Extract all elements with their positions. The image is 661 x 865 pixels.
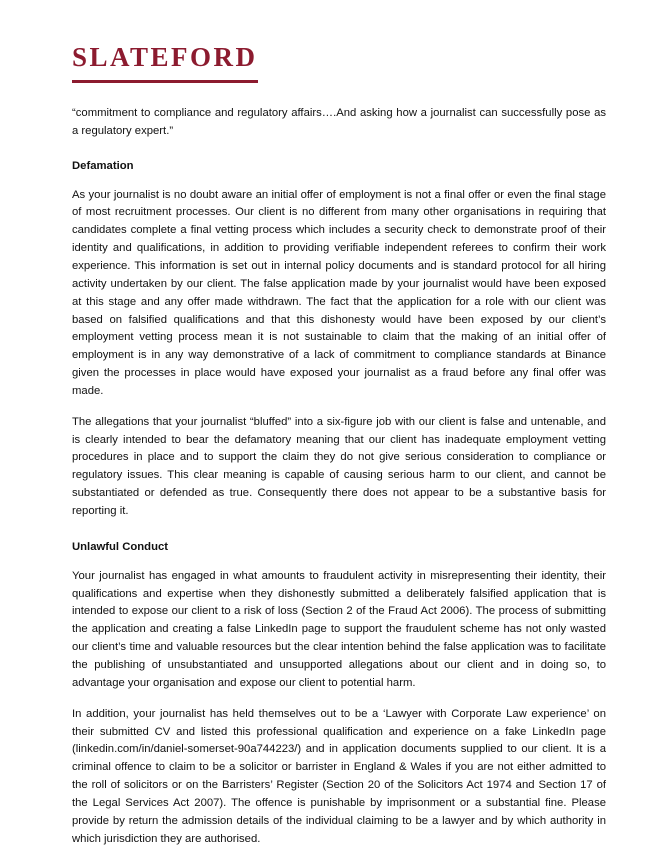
quote-paragraph: “commitment to compliance and regulatory affairs….And asking how a journalist can successfully pose as a regulatory expert.”: [72, 107, 606, 137]
defamation-paragraph-1: As your journalist is no doubt aware an initial offer of employment is not a final offer or even the final stage of most recruitment processes. Our client is no different from many other organisations in requiring that candidates complete a final vetting process which includes a security check to demonstrate proof of their identity and qualifications, in addition to providing verifiable independent referees to confirm their work experience. This information is set out in internal policy documents and is standard protocol for all hiring activity undertaken by our client. The false application made by your journalist would have been exposed at this stage and any offer made withdrawn. The fact that the application for a role with our client was based on falsified qualifications and that this dishonesty would have been exposed by our client’s employment vetting process mean it is not sustainable to claim that the making of an initial offer of employment is in any way demonstrative of a lack of commitment to compliance standards at Binance given the processes in place would have exposed your journalist as a fraud before any final offer was made.: [72, 188, 606, 397]
unlawful-conduct-paragraph-1: Your journalist has engaged in what amounts to fraudulent activity in misrepresenting their identity, their qualifications and expertise when they dishonestly submitted a deliberately falsified application that is intended to expose our client to a risk of loss (Section 2 of the Fraud Act 2006). The process of submitting the application and creating a false LinkedIn page to support the fraudulent scheme has not only wasted our client’s time and valuable resources but the clear intention behind the false application was to facilitate the publishing of unsubstantiated and unsupported allegations about our client and in doing so, to advantage your organisation and expose our client to potential harm.: [72, 569, 606, 689]
logo-underline-rule: [72, 80, 258, 83]
unlawful-conduct-paragraph-2: In addition, your journalist has held themselves out to be a ‘Lawyer with Corporate Law experience’ on their submitted CV and listed this professional qualification and experience on a fake LinkedIn page (linkedin.com/in/daniel-somerset-90a744223/) and in application documents supplied to our client. It is a criminal offence to claim to be a solicitor or barrister in England & Wales if you are not either admitted to the roll of solicitors or on the Barristers’ Register (Section 20 of the Solicitors Act 1974 and Section 17 of the Legal Services Act 2007). The offence is punishable by imprisonment or a substantial fine. Please provide by return the admission details of the individual claiming to be a lawyer and by which authority in which jurisdiction they are authorised.: [72, 707, 606, 845]
heading-unlawful-conduct: Unlawful Conduct: [72, 540, 169, 553]
letterhead: [72, 44, 606, 83]
heading-defamation: Defamation: [72, 159, 134, 172]
defamation-paragraph-2: The allegations that your journalist “bluffed” into a six-figure job with our client is false and untenable, and is clearly intended to bear the defamatory meaning that our client has inadequate employment vetting procedures in place and to support the claim they do not give serious consideration to compliance or regulatory issues. This clear meaning is capable of causing serious harm to our client, and cannot be substantiated or defended as true. Consequently there does not appear to be a substantive basis for reporting it.: [72, 415, 606, 517]
slateford-logo: SLATEFORD: [72, 42, 258, 72]
